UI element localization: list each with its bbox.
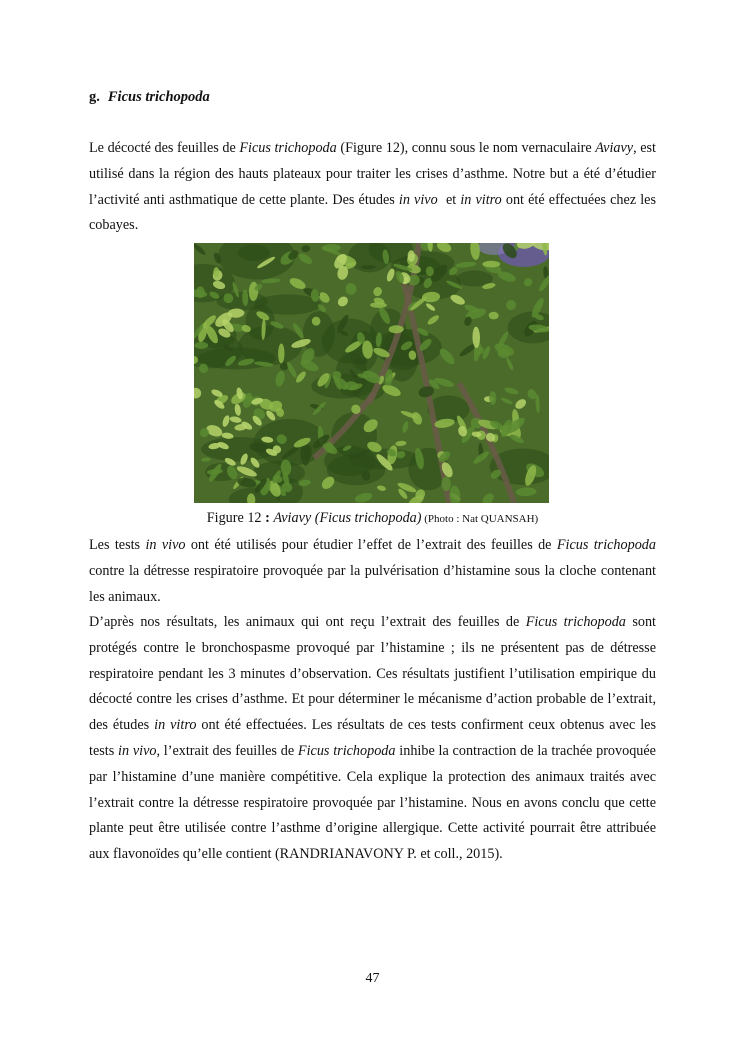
plant-photo: [194, 243, 549, 503]
species-name: Ficus trichopoda: [556, 537, 656, 553]
text-run: et: [437, 191, 461, 208]
photo-credit: (Photo : Nat QUANSAH): [421, 513, 539, 525]
text-run: Les tests: [89, 537, 146, 553]
in-vivo-term: in vivo: [118, 742, 157, 759]
text-run: inhibe la contraction de la trachée provoquée par l’histamine d’une manière compétitive. Cela explique la protection des animaux traités avec l’extrait contre la détresse respiratoire provoquée par l’histamine. Nous en avons conclu que cette plante peut être utilisée contre l’asthme d’origine allergique. Cette activité pourrait être attribuée aux flavonoïdes qu’elle contient (RANDRIANAVONY P. et coll., 2015).: [89, 742, 656, 863]
page-number: 47: [365, 971, 380, 986]
figure-title: Aviavy (Ficus trichopoda): [273, 510, 422, 526]
in-vitro-term: in vitro: [460, 191, 502, 208]
section-title: Ficus trichopoda: [107, 89, 210, 105]
text-run: ont été utilisés pour étudier l’effet de l’extrait des feuilles de: [185, 537, 557, 553]
text-run: D’après nos résultats, les animaux qui ont reçu l’extrait des feuilles de: [89, 614, 526, 630]
figure-label: Figure 12: [206, 510, 266, 526]
results-paragraph: [89, 610, 656, 868]
text-run: , l’extrait des feuilles de: [156, 742, 298, 759]
text-run: , est utilisé dans la région des hauts plateaux pour traiter les crises d’asthme. Notre but a été d’étudier l’activité anti asthmatique de cette plante. Des études: [89, 140, 656, 208]
section-letter: g.: [89, 89, 100, 105]
species-name: Ficus trichopoda: [239, 140, 337, 156]
in-vitro-term: in vitro: [154, 717, 197, 734]
text-run: contre la détresse respiratoire provoquée par la pulvérisation d’histamine sous la cloche contenant les animaux.: [89, 562, 656, 605]
in-vivo-term: in vivo: [145, 537, 186, 553]
section-heading: [89, 89, 210, 106]
species-name: Ficus trichopoda: [297, 742, 396, 759]
species-name: Ficus trichopoda: [525, 614, 626, 630]
in-vivo-paragraph: [89, 533, 656, 610]
text-run: ont été effectuées. Les résultats de ces tests confirment ceux obtenus avec les tests: [89, 717, 656, 759]
intro-paragraph: [89, 136, 656, 239]
text-run: Le décocté des feuilles de: [89, 140, 240, 156]
figure-colon: :: [265, 510, 274, 526]
text-run: sont protégés contre le bronchospasme provoqué par l’histamine ; ils ne présentent pas de détresse respiratoire pendant les 3 minutes d’observation. Ces résultats justifient l’utilisation empirique du décocté contre les crises d’asthme. Et pour déterminer le mécanisme d’action probable de l’extrait, des études: [89, 614, 656, 734]
text-run: (Figure 12), connu sous le nom vernaculaire: [336, 140, 596, 156]
plant-photo-image: [194, 243, 549, 503]
in-vivo-term: in vivo: [398, 191, 438, 208]
figure-caption: [0, 510, 745, 527]
text-run: ont été effectuées chez les cobayes.: [89, 191, 656, 234]
vernacular-name: Aviavy: [595, 140, 634, 156]
